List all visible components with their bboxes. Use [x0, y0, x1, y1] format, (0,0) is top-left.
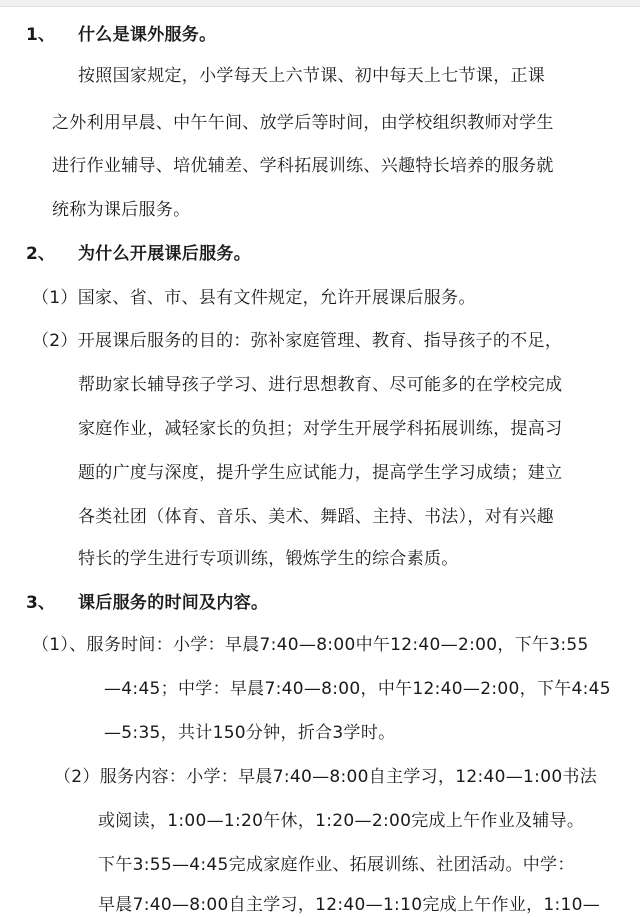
section-2-title: 为什么开展课后服务。	[78, 244, 251, 264]
section-2-line-4: 家庭作业，减轻家长的负担；对学生开展学科拓展训练，提高习	[78, 419, 563, 439]
section-3-number: 3、	[26, 593, 55, 613]
section-3-line-2: —4:45；中学：早晨7:40—8:00，中午12:40—2:00，下午4:45	[104, 679, 611, 699]
section-3-title: 课后服务的时间及内容。	[78, 593, 269, 613]
section-1-number: 1、	[26, 25, 55, 45]
section-3-line-3: —5:35，共计150分钟，折合3学时。	[104, 723, 396, 743]
section-3-line-7: 早晨7:40—8:00自主学习，12:40—1:10完成上午作业，1:10—	[98, 895, 601, 915]
section-3-line-1: （1）、服务时间：小学：早晨7:40—8:00中午12:40—2:00，下午3:55	[32, 635, 589, 655]
section-2-number: 2、	[26, 244, 55, 264]
section-1-line-4: 统称为课后服务。	[52, 200, 191, 220]
section-2-line-2: （2）开展课后服务的目的：弥补家庭管理、教育、指导孩子的不足，	[32, 331, 563, 351]
section-3-line-4: （2）服务内容：小学：早晨7:40—8:00自主学习，12:40—1:00书法	[54, 767, 598, 787]
section-2-line-1: （1）国家、省、市、县有文件规定，允许开展课后服务。	[32, 288, 476, 308]
section-1-line-1: 按照国家规定，小学每天上六节课、初中每天上七节课，正课	[78, 66, 546, 86]
section-1-title: 什么是课外服务。	[78, 25, 217, 45]
section-2-line-7: 特长的学生进行专项训练，锻炼学生的综合素质。	[78, 549, 459, 569]
section-2-line-6: 各类社团（体育、音乐、美术、舞蹈、主持、书法），对有兴趣	[78, 507, 554, 527]
section-3-line-6: 下午3:55—4:45完成家庭作业、拓展训练、社团活动。中学：	[98, 855, 575, 875]
section-2-line-5: 题的广度与深度，提升学生应试能力，提高学生学习成绩；建立	[78, 463, 563, 483]
section-1-line-3: 进行作业辅导、培优辅差、学科拓展训练、兴趣特长培养的服务就	[52, 156, 554, 176]
section-1-line-2: 之外利用早晨、中午午间、放学后等时间，由学校组织教师对学生	[52, 113, 554, 133]
section-3-line-5: 或阅读，1:00—1:20午休，1:20—2:00完成上午作业及辅导。	[98, 811, 585, 831]
top-divider	[0, 0, 640, 7]
section-2-line-3: 帮助家长辅导孩子学习、进行思想教育、尽可能多的在学校完成	[78, 375, 563, 395]
